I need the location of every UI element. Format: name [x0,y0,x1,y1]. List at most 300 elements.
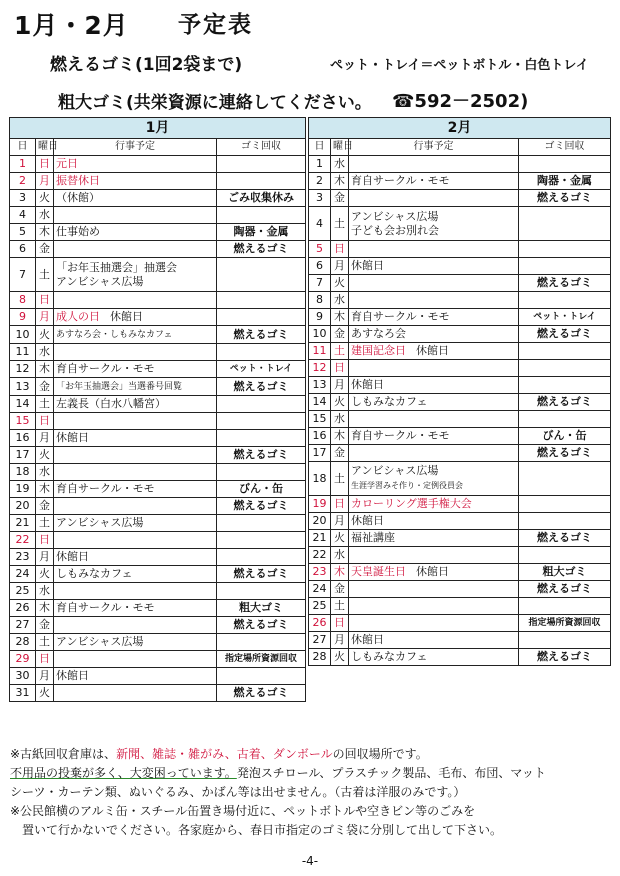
weekday: 木 [331,309,349,326]
event-cell [349,496,519,513]
note-text: ※古紙回収倉庫は、 [10,747,117,761]
garbage-type: 燃えるゴミ [519,649,611,666]
weekday: 木 [36,361,54,378]
event-text: あすなろ会・しもみなカフェ [56,330,173,340]
event-cell [54,668,217,685]
day-number: 5 [10,224,36,241]
weekday: 火 [331,530,349,547]
day-number: 28 [309,649,331,666]
event-cell [54,378,217,396]
garbage-type: 燃えるゴミ [217,241,306,258]
weekday: 金 [331,326,349,343]
calendar-row [10,156,306,173]
garbage-type: 燃えるゴミ [217,617,306,634]
event-closed-text: 休館日 [110,310,143,323]
garbage-type: 燃えるゴミ [217,498,306,515]
weekday: 月 [331,258,349,275]
phone-number: ☎592－2502) [392,91,529,112]
day-number: 12 [309,360,331,377]
day-number: 25 [309,598,331,615]
note-line-1 [10,745,610,764]
garbage-type [519,292,611,309]
event-text: 育自サークル・モモ [351,310,450,323]
event-cell [349,343,519,360]
day-number: 9 [309,309,331,326]
event-text-2: アンビシャス広場 [56,274,144,288]
calendar-row [309,411,611,428]
weekday: 火 [36,685,54,702]
weekday: 日 [331,241,349,258]
event-cell [54,447,217,464]
calendar-row [309,241,611,258]
event-text: 休館日 [351,514,384,527]
weekday: 日 [36,292,54,309]
day-number: 4 [10,207,36,224]
garbage-type: 粗大ゴミ [217,600,306,617]
event-text: （休館） [56,191,100,204]
event-text: 仕事始め [56,225,100,238]
calendar-row [309,377,611,394]
event-cell [54,651,217,668]
event-cell [54,566,217,583]
day-number: 20 [10,498,36,515]
event-text: アンビシャス広場 [56,516,144,529]
weekday: 月 [36,549,54,566]
weekday: 火 [36,190,54,207]
calendar-row [10,173,306,190]
garbage-type: 指定場所資源回収 [519,615,611,632]
weekday: 月 [36,668,54,685]
day-number: 2 [10,173,36,190]
day-number: 31 [10,685,36,702]
event-text: 振替休日 [56,174,100,187]
day-number: 9 [10,309,36,326]
event-cell [54,685,217,702]
day-number: 27 [309,632,331,649]
weekday: 土 [331,343,349,360]
calendar-row [10,326,306,344]
weekday: 金 [36,378,54,396]
weekday: 日 [36,156,54,173]
event-cell [349,649,519,666]
event-cell [349,581,519,598]
weekday: 木 [36,224,54,241]
garbage-type: ペット・トレイ [217,361,306,378]
calendar-row [10,685,306,702]
event-cell [349,513,519,530]
day-number: 17 [309,445,331,462]
event-cell [54,464,217,481]
garbage-type [217,258,306,292]
calendar-row [309,462,611,496]
event-cell [54,515,217,532]
event-cell [54,344,217,361]
garbage-type [519,241,611,258]
calendar-row [10,498,306,515]
event-cell [54,396,217,413]
event-cell [54,498,217,515]
event-cell [349,377,519,394]
weekday: 火 [331,275,349,292]
day-number: 13 [309,377,331,394]
event-text: 建国記念日 [351,344,406,357]
calendar-row [309,530,611,547]
garbage-type [217,549,306,566]
garbage-type: ペット・トレイ [519,309,611,326]
day-number: 18 [309,462,331,496]
garbage-type [519,360,611,377]
garbage-type: 陶器・金属 [519,173,611,190]
calendar-row [10,413,306,430]
day-number: 19 [10,481,36,498]
event-text: 「お年玉抽選会」抽選会 [56,260,177,274]
event-cell [54,634,217,651]
day-number: 17 [10,447,36,464]
day-number: 8 [309,292,331,309]
note-line-2 [10,764,610,783]
event-cell [54,326,217,344]
event-cell [54,481,217,498]
bulky-garbage-note: 粗大ゴミ(共栄資源に連絡してください。 [58,93,372,113]
weekday: 水 [36,583,54,600]
garbage-type: ごみ収集休み [217,190,306,207]
event-text: アンビシャス広場 [56,635,144,648]
garbage-type [217,634,306,651]
event-cell [349,309,519,326]
notes [10,745,610,840]
event-cell [54,617,217,634]
weekday: 日 [331,615,349,632]
garbage-type: びん・缶 [519,428,611,445]
garbage-type: 燃えるゴミ [519,445,611,462]
day-number: 21 [10,515,36,532]
event-cell [349,360,519,377]
event-closed-text: 休館日 [416,344,449,357]
weekday: 火 [36,566,54,583]
weekday: 月 [36,430,54,447]
day-number: 20 [309,513,331,530]
calendar-row [10,241,306,258]
garbage-type [519,598,611,615]
event-closed-text: 休館日 [416,565,449,578]
event-cell [54,207,217,224]
event-cell [349,292,519,309]
garbage-type [217,156,306,173]
weekday: 土 [36,396,54,413]
event-cell [349,394,519,411]
weekday: 水 [36,464,54,481]
calendar-row [309,207,611,241]
note-line-5: 置いて行かないでください。各家庭から、春日市指定のゴミ袋に分別して出して下さい。 [22,823,503,837]
event-cell [349,462,519,496]
day-number: 13 [10,378,36,396]
garbage-type [217,430,306,447]
garbage-type [217,668,306,685]
day-number: 15 [309,411,331,428]
col-event: 行事予定 [54,139,217,156]
calendar-row [309,309,611,326]
garbage-type [217,207,306,224]
calendar-row [309,275,611,292]
calendar-row [10,207,306,224]
day-number: 22 [10,532,36,549]
day-number: 24 [10,566,36,583]
calendar-row [10,583,306,600]
day-number: 25 [10,583,36,600]
calendar-row [309,581,611,598]
col-garbage: ゴミ回収 [519,139,611,156]
event-cell [349,156,519,173]
weekday: 水 [36,344,54,361]
weekday: 日 [36,413,54,430]
weekday: 土 [36,258,54,292]
calendar-row [309,156,611,173]
event-cell [54,600,217,617]
calendar-row [10,668,306,685]
event-text: 育自サークル・モモ [56,482,155,495]
note-highlight: 新聞、雑誌・雑がみ、古着、ダンボール [116,747,333,761]
event-text: 育自サークル・モモ [351,174,450,187]
day-number: 7 [10,258,36,292]
garbage-type: 燃えるゴミ [217,378,306,396]
day-number: 10 [10,326,36,344]
event-cell [54,224,217,241]
day-number: 11 [309,343,331,360]
calendar-row [309,292,611,309]
calendar-row [10,549,306,566]
note-text: 発泡スチロール、プラスチック製品、毛布、布団、マット [236,766,546,780]
day-number: 26 [309,615,331,632]
event-cell [54,549,217,566]
garbage-type [519,343,611,360]
page-title: 1月・2月 [14,11,129,40]
event-cell [349,445,519,462]
calendar-row [10,344,306,361]
event-cell [349,428,519,445]
weekday: 金 [331,190,349,207]
garbage-type [217,413,306,430]
event-text: 休館日 [56,431,89,444]
day-number: 30 [10,668,36,685]
garbage-type: 燃えるゴミ [519,326,611,343]
day-number: 6 [10,241,36,258]
weekday: 木 [331,564,349,581]
event-text: しもみなカフェ [351,650,428,663]
calendar-row [309,326,611,343]
day-number: 23 [10,549,36,566]
day-number: 19 [309,496,331,513]
weekday: 月 [331,513,349,530]
garbage-type [217,583,306,600]
february-table [308,117,611,666]
calendar-row [309,445,611,462]
event-cell [54,309,217,326]
calendar-row [10,600,306,617]
day-number: 5 [309,241,331,258]
event-cell [349,258,519,275]
note-line-3: シーツ・カーテン類、ぬいぐるみ、かばん等は出せません。（古着は洋服のみです。） [10,785,466,799]
calendar-row [309,343,611,360]
event-cell [349,241,519,258]
page-number: -4- [301,854,319,868]
calendar-row [309,513,611,530]
weekday: 土 [36,634,54,651]
weekday: 火 [36,447,54,464]
weekday: 土 [331,207,349,241]
col-weekday: 曜日 [331,139,349,156]
day-number: 27 [10,617,36,634]
calendar-row [309,615,611,632]
event-cell [54,532,217,549]
calendar-row [10,447,306,464]
weekday: 水 [331,411,349,428]
calendar-row [10,532,306,549]
weekday: 日 [331,496,349,513]
weekday: 木 [331,173,349,190]
weekday: 土 [331,462,349,496]
garbage-type [217,292,306,309]
day-number: 8 [10,292,36,309]
day-number: 10 [309,326,331,343]
event-text: 福祉講座 [351,531,395,544]
event-text: アンビシャス広場 [351,464,439,477]
col-weekday: 曜日 [36,139,54,156]
calendar-row [309,547,611,564]
garbage-type [217,309,306,326]
event-cell [54,583,217,600]
weekday: 水 [331,547,349,564]
january-table [9,117,306,702]
event-cell [54,361,217,378]
day-number: 3 [309,190,331,207]
event-cell [54,292,217,309]
weekday: 火 [36,326,54,344]
day-number: 2 [309,173,331,190]
day-number: 6 [309,258,331,275]
event-text: 左義長（白水八幡宮） [56,397,166,410]
garbage-type: 燃えるゴミ [519,530,611,547]
event-cell [349,190,519,207]
event-text: 成人の日 [56,310,100,323]
calendar-row [309,649,611,666]
event-cell [54,190,217,207]
garbage-type [519,513,611,530]
calendar-row [309,632,611,649]
calendar-row [10,634,306,651]
event-text: 育自サークル・モモ [351,429,450,442]
weekday: 土 [331,598,349,615]
calendar-row [10,224,306,241]
day-number: 1 [10,156,36,173]
event-cell [349,547,519,564]
day-number: 4 [309,207,331,241]
calendar-row [10,430,306,447]
day-number: 23 [309,564,331,581]
calendar-row [10,309,306,326]
event-cell [349,411,519,428]
event-cell [54,241,217,258]
event-cell [349,564,519,581]
garbage-type [217,344,306,361]
calendar-row [10,617,306,634]
event-text: 育自サークル・モモ [56,362,155,375]
calendar-row [10,464,306,481]
garbage-type [519,496,611,513]
event-text: 休館日 [351,633,384,646]
event-text: あすなろ会 [351,327,406,340]
event-cell [349,173,519,190]
garbage-type [217,396,306,413]
garbage-type: 燃えるゴミ [217,447,306,464]
col-day: 日 [10,139,36,156]
day-number: 11 [10,344,36,361]
event-text: アンビシャス広場 [351,209,439,223]
calendar-row [10,651,306,668]
garbage-type: びん・缶 [217,481,306,498]
event-text: しもみなカフェ [351,395,428,408]
event-cell [54,173,217,190]
garbage-type [217,532,306,549]
weekday: 木 [331,428,349,445]
weekday: 日 [331,360,349,377]
day-number: 16 [10,430,36,447]
event-cell [54,413,217,430]
day-number: 28 [10,634,36,651]
event-cell [54,430,217,447]
calendar-row [309,598,611,615]
february-month-header: 2月 [309,118,611,139]
day-number: 29 [10,651,36,668]
weekday: 金 [36,617,54,634]
weekday: 月 [331,632,349,649]
weekday: 水 [331,292,349,309]
weekday: 金 [331,445,349,462]
event-cell [349,615,519,632]
event-text: カローリング選手権大会 [351,497,472,510]
garbage-type [519,377,611,394]
event-text: 休館日 [56,669,89,682]
calendar-row [309,394,611,411]
day-number: 21 [309,530,331,547]
calendar-row [309,564,611,581]
event-text: しもみなカフェ [56,567,133,580]
event-text: 休館日 [351,259,384,272]
garbage-type [217,464,306,481]
page-subtitle: 予定表 [178,12,253,38]
garbage-type [217,515,306,532]
note-text: の回収場所です。 [332,747,428,761]
weekday: 金 [36,241,54,258]
event-text: 元日 [56,157,78,170]
weekday: 日 [36,532,54,549]
calendar-row [10,190,306,207]
weekday: 木 [36,481,54,498]
weekday: 金 [36,498,54,515]
calendar-row [309,258,611,275]
pet-tray-note: ペット・トレイ＝ペットボトル・白色トレイ [330,58,589,73]
calendar-row [10,396,306,413]
weekday: 金 [331,581,349,598]
event-cell [349,530,519,547]
day-number: 26 [10,600,36,617]
calendar-row [10,378,306,396]
garbage-type: 燃えるゴミ [519,190,611,207]
garbage-type: 燃えるゴミ [519,581,611,598]
garbage-type [519,258,611,275]
weekday: 日 [36,651,54,668]
col-garbage: ゴミ回収 [217,139,306,156]
calendar-row [10,292,306,309]
